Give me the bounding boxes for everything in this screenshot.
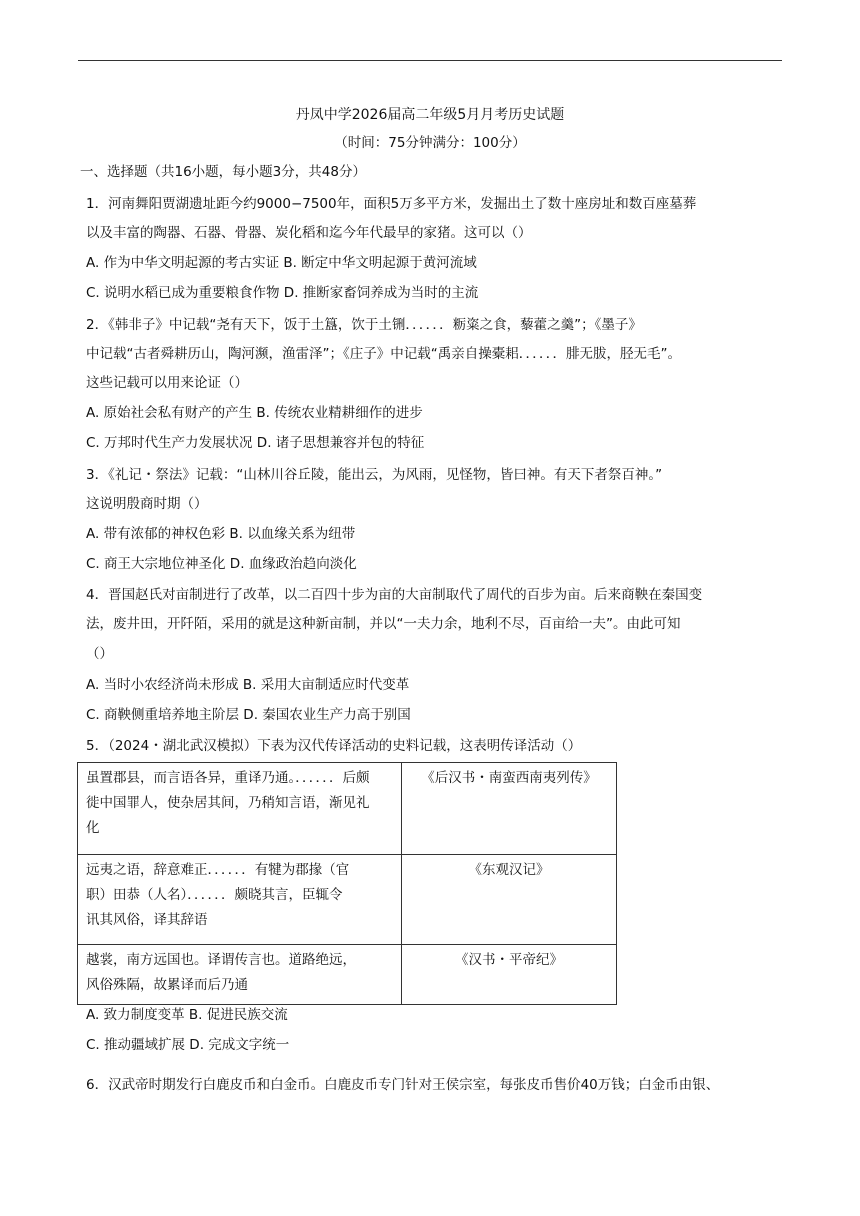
- quote-line: 化: [86, 820, 100, 836]
- source-cell: [402, 763, 617, 855]
- question-1-stem-line-1: 1．河南舞阳贾湖遗址距今约9000−7500年，面积5万多平方米，发掘出土了数十座房址和数百座墓葬: [86, 196, 697, 212]
- quote-line: 越裳，南方远国也。译谓传言也。道路绝远，: [86, 952, 356, 968]
- quote-cell: [78, 945, 402, 1005]
- table-row: [78, 763, 617, 855]
- question-3-stem-line-1: 3．《礼记・祭法》记载：“山林川谷丘陵，能出云，为风雨，见怪物，皆曰神。有天下者祭百神。”: [86, 467, 663, 483]
- question-5-options-cd: C. 推动疆域扩展 D. 完成文字统一: [86, 1037, 290, 1053]
- exam-subtitle: （时间：75分钟满分：100分）: [334, 135, 526, 151]
- question-4-stem-line-2: 法，废井田，开阡陌，采用的就是这种新亩制，并以“一夫力余，地利不尽，百亩给一夫”。由此可知: [86, 616, 681, 632]
- quote-line: 讯其风俗，译其辞语: [86, 912, 208, 928]
- quote-cell: [78, 855, 402, 945]
- source-title: 《汉书・平帝纪》: [455, 952, 563, 968]
- table-row: [78, 945, 617, 1005]
- question-4-options-ab: A. 当时小农经济尚未形成 B. 采用大亩制适应时代变革: [86, 677, 410, 693]
- question-1-options-ab: A. 作为中华文明起源的考古实证 B. 断定中华文明起源于黄河流域: [86, 255, 477, 271]
- source-cell: [402, 855, 617, 945]
- question-2-options-cd: C. 万邦时代生产力发展状况 D. 诸子思想兼容并包的特征: [86, 435, 425, 451]
- top-rule: [78, 60, 782, 61]
- question-2-stem-line-1: 2．《韩非子》中记载“尧有天下，饭于土簋，饮于土铏．．．．．．粝粢之食，藜藿之羹”；《墨子》: [86, 317, 642, 333]
- question-3-options-cd: C. 商王大宗地位神圣化 D. 血缘政治趋向淡化: [86, 556, 357, 572]
- quote-line: 虽置郡县，而言语各异，重译乃通。．．．．．．后颇: [86, 770, 370, 786]
- quote-line: 风俗殊隔，故累译而后乃通: [86, 977, 248, 993]
- quote-line: 远夷之语，辞意难正．．．．．．有犍为郡掾（官: [86, 862, 350, 878]
- exam-title: 丹凤中学2026届高二年级5月月考历史试题: [295, 107, 565, 123]
- question-2-stem-line-3: 这些记载可以用来论证（）: [86, 375, 248, 391]
- section-heading: 一、选择题（共16小题，每小题3分，共48分）: [80, 164, 366, 180]
- question-5-stem: 5．（2024・湖北武汉模拟）下表为汉代传译活动的史料记载，这表明传译活动（）: [86, 738, 582, 754]
- source-title: 《东观汉记》: [468, 862, 550, 878]
- source-cell: [402, 945, 617, 1005]
- question-6-stem-line-1: 6．汉武帝时期发行白鹿皮币和白金币。白鹿皮币专门针对王侯宗室，每张皮币售价40万钱；白金币由银、: [86, 1077, 720, 1093]
- question-1-stem-line-2: 以及丰富的陶器、石器、骨器、炭化稻和迄今年代最早的家猪。这可以（）: [86, 225, 532, 241]
- quote-cell: [78, 763, 402, 855]
- question-3-options-ab: A. 带有浓郁的神权色彩 B. 以血缘关系为纽带: [86, 526, 356, 542]
- quote-line: 徙中国罪人，使杂居其间，乃稍知言语，渐见礼: [86, 795, 370, 811]
- question-2-options-ab: A. 原始社会私有财产的产生 B. 传统农业精耕细作的进步: [86, 405, 423, 421]
- question-1-options-cd: C. 说明水稻已成为重要粮食作物 D. 推断家畜饲养成为当时的主流: [86, 285, 479, 301]
- question-4-stem-line-1: 4．晋国赵氏对亩制进行了改革，以二百四十步为亩的大亩制取代了周代的百步为亩。后来商鞅在秦国变: [86, 587, 703, 603]
- table-row: [78, 855, 617, 945]
- question-4-stem-line-3: （）: [86, 646, 113, 662]
- question-5-options-ab: A. 致力制度变革 B. 促进民族交流: [86, 1007, 288, 1023]
- source-title: 《后汉书・南蛮西南夷列传》: [421, 770, 597, 786]
- quote-line: 职）田恭（人名）．．．．．．颇晓其言，臣辄令: [86, 887, 343, 903]
- question-2-stem-line-2: 中记载“古者舜耕历山，陶河濒，渔雷泽”；《庄子》中记载“禹亲自操橐耜．．．．．．腓无胈，胫无毛”。: [86, 346, 681, 362]
- question-3-stem-line-2: 这说明殷商时期（）: [86, 496, 208, 512]
- question-4-options-cd: C. 商鞅侧重培养地主阶层 D. 秦国农业生产力高于别国: [86, 707, 411, 723]
- source-table: [77, 762, 617, 1005]
